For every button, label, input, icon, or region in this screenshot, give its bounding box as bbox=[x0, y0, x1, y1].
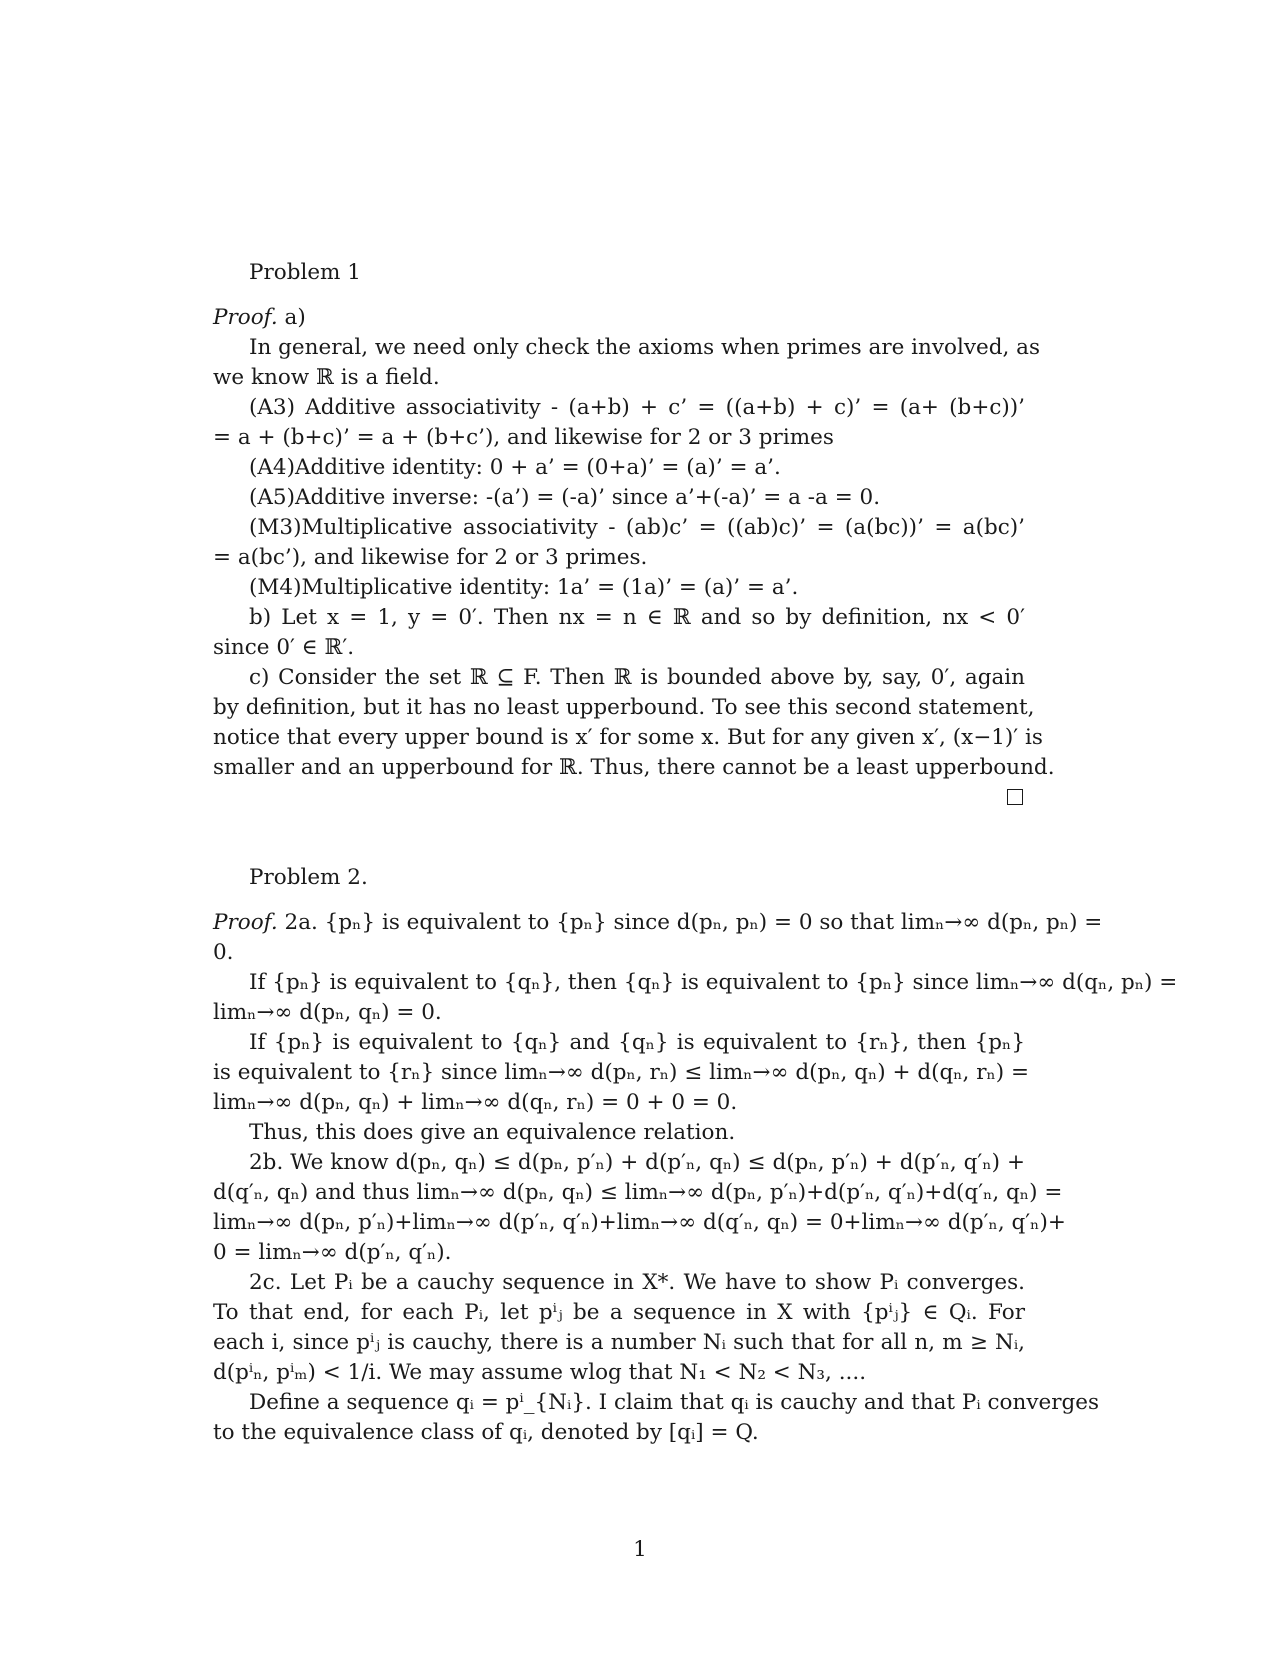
text-line: In general, we need only check the axioms when primes are involved, as bbox=[249, 335, 1040, 360]
proof-label: Proof. bbox=[213, 910, 278, 935]
text-line: to the equivalence class of qᵢ, denoted by [qᵢ] = Q. bbox=[213, 1420, 759, 1445]
text-line: (A4)Additive identity: 0 + a’ = (0+a)’ = (a)’ = a’. bbox=[249, 455, 781, 480]
text-line: If {pₙ} is equivalent to {qₙ} and {qₙ} is equivalent to {rₙ}, then {pₙ} bbox=[249, 1030, 1025, 1055]
text-line: c) Consider the set ℝ ⊆ F. Then ℝ is bounded above by, say, 0′, again bbox=[249, 665, 1025, 690]
text-line: smaller and an upperbound for ℝ. Thus, there cannot be a least upperbound. bbox=[213, 755, 1055, 780]
text-line: a) bbox=[284, 305, 306, 330]
text-line: Thus, this does give an equivalence relation. bbox=[249, 1120, 736, 1145]
text-line: (M3)Multiplicative associativity - (ab)c’ = ((ab)c)’ = (a(bc))’ = a(bc)’ bbox=[249, 515, 1025, 540]
text-line: 0. bbox=[213, 940, 234, 965]
text-line: d(pⁱₙ, pⁱₘ) < 1/i. We may assume wlog that N₁ < N₂ < N₃, .... bbox=[213, 1360, 867, 1385]
text-line: 0 = limₙ→∞ d(p′ₙ, q′ₙ). bbox=[213, 1240, 452, 1265]
text-line: limₙ→∞ d(pₙ, qₙ) + limₙ→∞ d(qₙ, rₙ) = 0 + 0 = 0. bbox=[213, 1090, 738, 1115]
text-line: each i, since pⁱⱼ is cauchy, there is a number Nᵢ such that for all n, m ≥ Nᵢ, bbox=[213, 1330, 1025, 1355]
text-line: If {pₙ} is equivalent to {qₙ}, then {qₙ} is equivalent to {pₙ} since limₙ→∞ d(qₙ, pₙ) = bbox=[249, 970, 1178, 995]
proof-line bbox=[213, 908, 1103, 938]
qed-symbol bbox=[213, 783, 1025, 811]
text-line: we know ℝ is a field. bbox=[213, 365, 440, 390]
text-line: = a(bc’), and likewise for 2 or 3 primes. bbox=[213, 545, 648, 570]
text-line: (A3) Additive associativity - (a+b) + c’ = ((a+b) + c)’ = (a+ (b+c))’ bbox=[249, 395, 1025, 420]
text-line: (A5)Additive inverse: -(a’) = (-a)’ since a’+(-a)’ = a -a = 0. bbox=[249, 485, 881, 510]
text-line: Define a sequence qᵢ = pⁱ_{Nᵢ}. I claim that qᵢ is cauchy and that Pᵢ converges bbox=[249, 1390, 1100, 1415]
text-line: d(q′ₙ, qₙ) and thus limₙ→∞ d(pₙ, qₙ) ≤ limₙ→∞ d(pₙ, p′ₙ)+d(p′ₙ, q′ₙ)+d(q′ₙ, qₙ) = bbox=[213, 1180, 1063, 1205]
text-line: 2a. {pₙ} is equivalent to {pₙ} since d(pₙ, pₙ) = 0 so that limₙ→∞ d(pₙ, pₙ) = bbox=[284, 910, 1103, 935]
text-line: notice that every upper bound is x′ for some x. But for any given x′, (x−1)′ is bbox=[213, 725, 1043, 750]
problem-2-section bbox=[213, 863, 1178, 1448]
text-line: is equivalent to {rₙ} since limₙ→∞ d(pₙ, rₙ) ≤ limₙ→∞ d(pₙ, qₙ) + d(qₙ, rₙ) = bbox=[213, 1060, 1030, 1085]
text-line: To that end, for each Pᵢ, let pⁱⱼ be a sequence in X with {pⁱⱼ} ∈ Qᵢ. For bbox=[213, 1300, 1025, 1325]
text-line: by definition, but it has no least upperbound. To see this second statement, bbox=[213, 695, 1035, 720]
proof-label: Proof. bbox=[213, 305, 278, 330]
text-line: b) Let x = 1, y = 0′. Then nx = n ∈ ℝ and so by definition, nx < 0′ bbox=[249, 605, 1025, 630]
text-line: 2c. Let Pᵢ be a cauchy sequence in X*. We have to show Pᵢ converges. bbox=[249, 1270, 1025, 1295]
text-line: since 0′ ∈ ℝ′. bbox=[213, 635, 355, 660]
problem-1-heading: Problem 1 bbox=[249, 260, 361, 285]
text-line: limₙ→∞ d(pₙ, qₙ) = 0. bbox=[213, 1000, 442, 1025]
text-line: limₙ→∞ d(pₙ, p′ₙ)+limₙ→∞ d(p′ₙ, q′ₙ)+limₙ→∞ d(q′ₙ, qₙ) = 0+limₙ→∞ d(p′ₙ, q′ₙ)+ bbox=[213, 1210, 1066, 1235]
problem-2-heading: Problem 2. bbox=[249, 865, 368, 890]
text-line: 2b. We know d(pₙ, qₙ) ≤ d(pₙ, p′ₙ) + d(p′ₙ, qₙ) ≤ d(pₙ, p′ₙ) + d(p′ₙ, q′ₙ) + bbox=[249, 1150, 1025, 1175]
proof-line bbox=[213, 303, 1025, 333]
text-line: = a + (b+c)’ = a + (b+c’), and likewise for 2 or 3 primes bbox=[213, 425, 834, 450]
problem-1-section bbox=[213, 258, 1055, 811]
qed-box-icon bbox=[1007, 789, 1023, 805]
text-line: (M4)Multiplicative identity: 1a’ = (1a)’ = (a)’ = a’. bbox=[249, 575, 799, 600]
page-number: 1 bbox=[633, 1537, 647, 1562]
